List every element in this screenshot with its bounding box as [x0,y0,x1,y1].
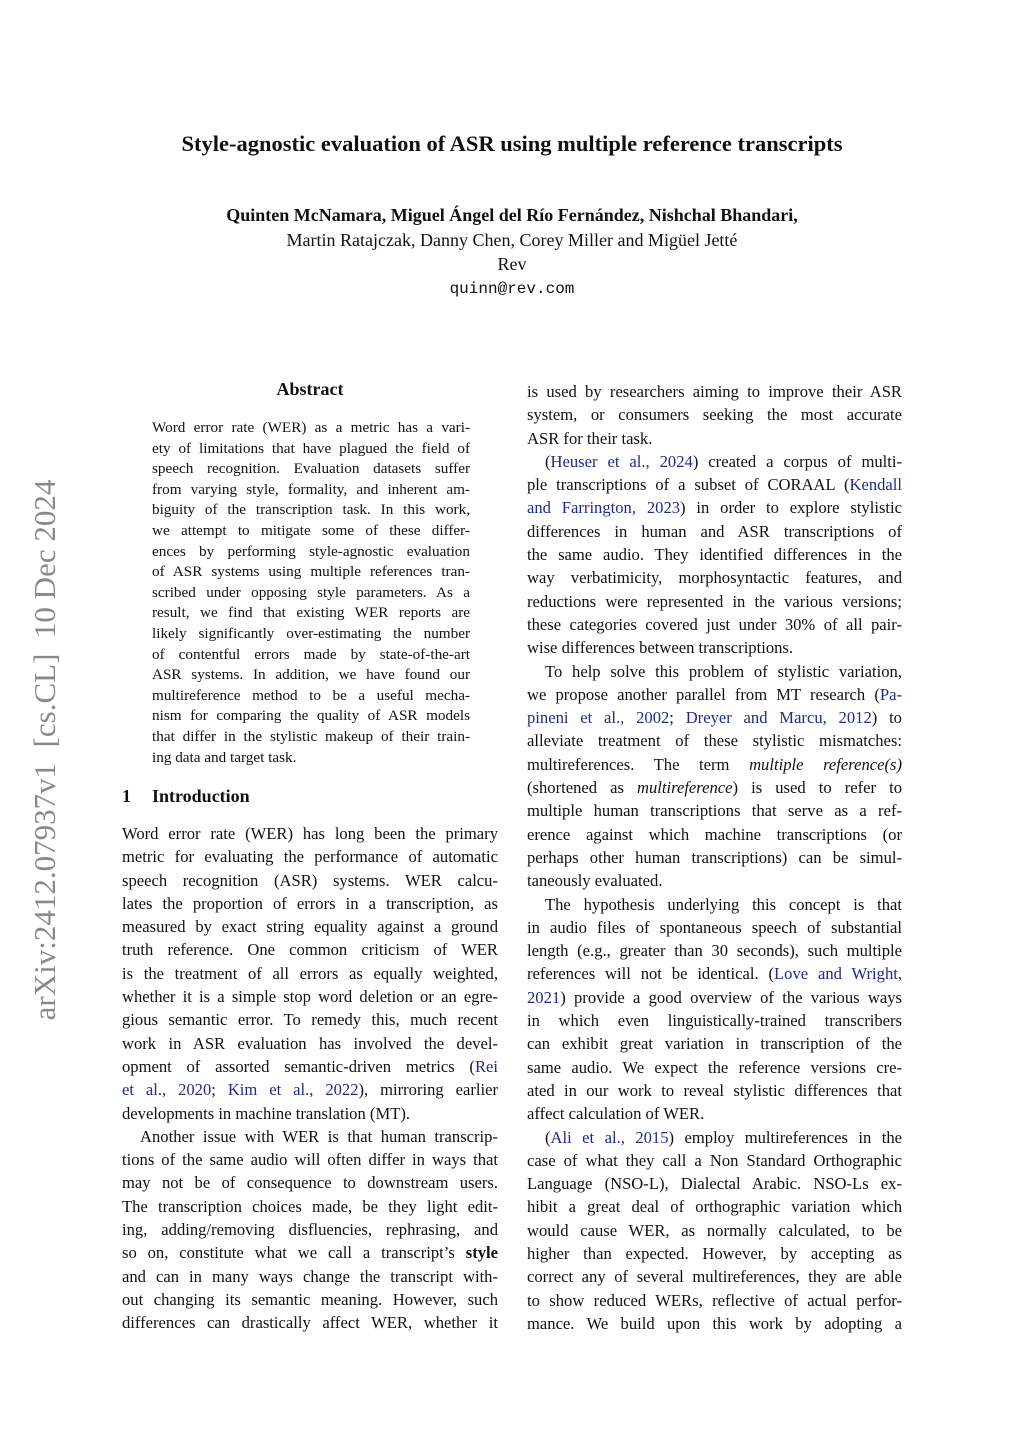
text-line [122,1218,498,1241]
abstract-heading: Abstract [276,379,344,399]
citation-link[interactable]: 2021 [527,987,561,1007]
text-line [527,1219,902,1242]
text-run: of ASR systems using multiple references tran- [152,563,470,581]
text-run: ASR systems. In addition, we have found our [152,666,470,684]
text-line [152,439,470,460]
text-run: ety of limitations that have plagued the field of [152,439,470,457]
text-run: ( [545,451,551,471]
text-line [152,583,470,604]
text-line [152,706,470,727]
text-run: ; [669,708,686,728]
text-line [152,645,470,666]
text-line [527,1172,902,1195]
text-line [527,1265,902,1288]
authors-line-1: Quinten McNamara, Miguel Ángel del Río Fernández, Nishchal Bhandari, [226,205,798,225]
abstract-body [152,418,470,768]
citation-link[interactable]: and Farrington, 2023 [527,498,681,518]
text-run: biguity of the transcription task. In this work, [152,501,470,519]
text-line [122,1241,498,1264]
paragraph [527,660,902,893]
text-line [527,729,902,752]
authors-line-2: Martin Ratajczak, Danny Chen, Corey Miller and Migüel Jetté [286,230,738,250]
arxiv-stamp: arXiv:2412.07937v1 [cs.CL] 10 Dec 2024 [27,479,62,1021]
text-run: alleviate treatment of these stylistic mismatches: [527,731,902,751]
text-run: ) to [871,708,902,728]
text-run: wise differences between transcriptions. [527,638,794,658]
text-run: ( [545,1127,551,1147]
text-run: erence against which machine transcriptions (or [527,824,902,844]
text-line [152,603,470,624]
text-line [527,660,902,683]
text-line [527,520,902,543]
text-line [152,624,470,645]
text-line [527,1195,902,1218]
citation-link[interactable]: Kendall [849,475,902,495]
text-line [152,562,470,583]
paragraph [122,822,498,1125]
text-run: differences can drastically affect WER, whether it [122,1313,498,1333]
text-run: so on, constitute what we call a transcript’s [122,1243,466,1263]
text-line [122,985,498,1008]
text-run: higher than expected. However, by accepting as [527,1243,902,1263]
text-run: perhaps other human transcriptions) can be simul- [527,847,902,867]
text-line [527,799,902,822]
text-run: and can in many ways change the transcript with- [122,1266,498,1286]
text-line [527,590,902,613]
text-line [527,893,902,916]
text-line [122,822,498,845]
text-run: these categories covered just under 30% of all pair- [527,614,902,634]
text-run: is used by researchers aiming to improve their ASR [527,382,902,401]
text-run: To help solve this problem of stylistic variation, [545,661,902,681]
text-line [122,1078,498,1101]
text-run: would cause WER, as normally calculated, to be [527,1220,902,1240]
text-run: Another issue with WER is that human transcrip- [140,1126,498,1146]
text-line [122,915,498,938]
text-line [122,962,498,985]
text-line [527,753,902,776]
text-line [527,986,902,1009]
text-line [152,748,470,769]
text-run: ) employ multireferences in the [668,1127,903,1147]
text-line [527,403,902,426]
text-run: (shortened as [527,778,637,798]
text-run: ) in order to explore stylistic [680,498,902,518]
text-run: opment of assorted semantic-driven metrics ( [122,1056,475,1076]
text-line [122,892,498,915]
italic-term: multireference [637,778,733,798]
bold-term: style [465,1243,498,1263]
text-run: ) created a corpus of multi- [692,451,903,471]
text-run: length (e.g., greater than 30 seconds), such multiple [527,941,902,961]
text-run: tions of the same audio will often differ in ways that [122,1150,498,1170]
text-run: mance. We build upon this work by adopting a [527,1313,902,1333]
text-line [527,380,902,403]
text-run: affect calculation of WER. [527,1104,705,1124]
text-run: of contentful errors made by state-of-the-art [152,645,470,663]
text-line [527,566,902,589]
text-run: result, we find that existing WER reports are [152,604,470,622]
text-run: may not be of consequence to downstream users. [122,1173,498,1193]
text-run: lates the proportion of errors in a transcription, as [122,893,498,913]
text-run: reductions were represented in the various versions; [527,591,902,611]
text-run: ) provide a good overview of the various ways [560,987,902,1007]
text-run: multireferences. The term [527,754,750,774]
text-line [527,869,902,892]
text-line [122,1102,498,1125]
text-line [152,459,470,480]
text-line [527,962,902,985]
text-line [527,776,902,799]
text-run: can exhibit great variation in transcription of the [527,1034,902,1054]
text-line [122,845,498,868]
text-line [527,473,902,496]
text-run: likely significantly over-estimating the number [152,624,470,642]
text-line [122,1288,498,1311]
text-line [122,1171,498,1194]
text-run: to show reduced WERs, reflective of actual perfor- [527,1290,902,1310]
text-run: we propose another parallel from MT research ( [527,684,880,704]
text-run: speech recognition. Evaluation datasets suffer [152,460,470,478]
text-run: multireference method to be a useful mecha- [152,686,470,704]
text-run: Language (NSO-L), Dialectal Arabic. NSO-Ls ex- [527,1174,902,1194]
paragraph [527,893,902,1126]
text-run: the same audio. They identified differences in the [527,545,902,565]
text-run: differences in human and ASR transcriptions of [527,521,902,541]
text-run: Word error rate (WER) as a metric has a vari- [152,419,470,436]
text-line [527,1056,902,1079]
text-line [122,938,498,961]
text-run: that differ in the stylistic makeup of their train- [152,727,470,745]
section-title: Introduction [152,786,250,806]
text-run: system, or consumers seeking the most accurate [527,405,902,425]
text-run: work in ASR evaluation has involved the devel- [122,1033,498,1053]
text-run: truth reference. One common criticism of WER [122,940,498,960]
citation-link[interactable]: Pa- [879,684,902,704]
section-heading-introduction [122,786,250,807]
text-run: Word error rate (WER) has long been the primary [122,824,498,843]
text-line [527,1032,902,1055]
text-run: developments in machine translation (MT). [122,1103,411,1123]
text-line [527,636,902,659]
text-line [527,427,902,450]
text-line [122,1008,498,1031]
section-number: 1 [122,786,131,806]
text-line [152,727,470,748]
text-run: The transcription choices made, be they light edit- [122,1196,498,1216]
author-email[interactable]: quinn@rev.com [449,280,575,298]
paper-title: Style-agnostic evaluation of ASR using multiple reference transcripts [181,131,843,156]
text-line [152,665,470,686]
text-run: in which even linguistically-trained transcribers [527,1011,902,1031]
text-run: nism for comparing the quality of ASR models [152,707,470,725]
text-line [527,846,902,869]
text-run: ; [211,1080,228,1100]
text-run: measured by exact string equality against a ground [122,917,498,937]
text-line [527,1009,902,1032]
text-run: we attempt to mitigate some of these differ- [152,521,470,539]
text-line [122,1148,498,1171]
text-run: ) is used to refer to [732,778,902,798]
left-column-text [122,822,498,1335]
text-run: in audio files of spontaneous speech of substantial [527,917,902,937]
text-line [122,1195,498,1218]
text-line [527,683,902,706]
text-run: is the treatment of all errors as equally weighted, [122,963,498,983]
citation-link[interactable]: Dreyer and Marcu, 2012 [685,708,872,728]
text-run: correct any of several multireferences, they are able [527,1267,902,1287]
paragraph [527,1126,902,1336]
text-run: whether it is a simple stop word deletion or an egre- [122,987,498,1007]
text-line [527,1126,902,1149]
text-run: ences by performing style-agnostic evaluation [152,542,470,560]
text-line [122,869,498,892]
text-run: scribed under opposing style parameters. As a [152,583,470,601]
text-line [527,1242,902,1265]
text-run: speech recognition (ASR) systems. WER calcu- [122,870,498,890]
citation-link[interactable]: Rei [474,1056,498,1076]
text-line [152,480,470,501]
paragraph [527,380,902,450]
text-run: The hypothesis underlying this concept is that [545,894,902,914]
text-line [122,1265,498,1288]
italic-term: multiple reference(s) [749,754,902,774]
text-line [527,543,902,566]
text-line [122,1311,498,1334]
text-run: same audio. We expect the reference versions cre- [527,1057,902,1077]
text-line [527,1312,902,1335]
text-line [152,542,470,563]
text-run: gious semantic error. To remedy this, much recent [122,1010,498,1030]
text-line [527,706,902,729]
text-line [527,496,902,519]
text-line [152,500,470,521]
text-run: hibit a great deal of orthographic variation which [527,1197,902,1217]
text-run: ), mirroring earlier [358,1080,498,1100]
text-line [122,1055,498,1078]
paragraph [152,418,470,768]
text-line [527,450,902,473]
text-line [527,1102,902,1125]
affiliation: Rev [497,254,527,274]
text-line [152,521,470,542]
text-line [527,1289,902,1312]
text-line [527,939,902,962]
paragraph [122,1125,498,1335]
right-column-text [527,380,902,1335]
text-run: ing, adding/removing disfluencies, rephrasing, and [122,1220,498,1240]
citation-link[interactable]: Love and Wright, [774,964,902,984]
text-run: metric for evaluating the performance of automatic [122,847,498,867]
text-run: out changing its semantic meaning. However, such [122,1289,498,1309]
citation-link[interactable]: et al., 2020 [122,1080,212,1100]
citation-link[interactable]: Kim et al., 2022 [227,1080,359,1100]
paragraph [527,450,902,660]
text-run: multiple human transcriptions that serve as a ref- [527,801,902,821]
text-line [122,1032,498,1055]
text-run: case of what they call a Non Standard Orthographic [527,1150,902,1170]
text-line [527,613,902,636]
text-line [152,686,470,707]
text-line [122,1125,498,1148]
citation-link[interactable]: Ali et al., 2015 [550,1127,669,1147]
text-line [527,916,902,939]
text-run: ing data and target task. [152,748,297,766]
text-line [527,1079,902,1102]
citation-link[interactable]: pineni et al., 2002 [527,708,670,728]
text-run: from varying style, formality, and inherent am- [152,480,470,498]
text-run: taneously evaluated. [527,871,663,891]
text-run: references will not be identical. ( [527,964,775,984]
text-line [527,823,902,846]
text-line [152,418,470,439]
text-run: way verbatimicity, morphosyntactic features, and [527,568,902,588]
text-run: ASR for their task. [527,428,653,448]
text-run: ated in our work to reveal stylistic differences that [527,1080,902,1100]
text-run: ple transcriptions of a subset of CORAAL ( [527,475,850,495]
citation-link[interactable]: Heuser et al., 2024 [550,451,693,471]
text-line [527,1149,902,1172]
